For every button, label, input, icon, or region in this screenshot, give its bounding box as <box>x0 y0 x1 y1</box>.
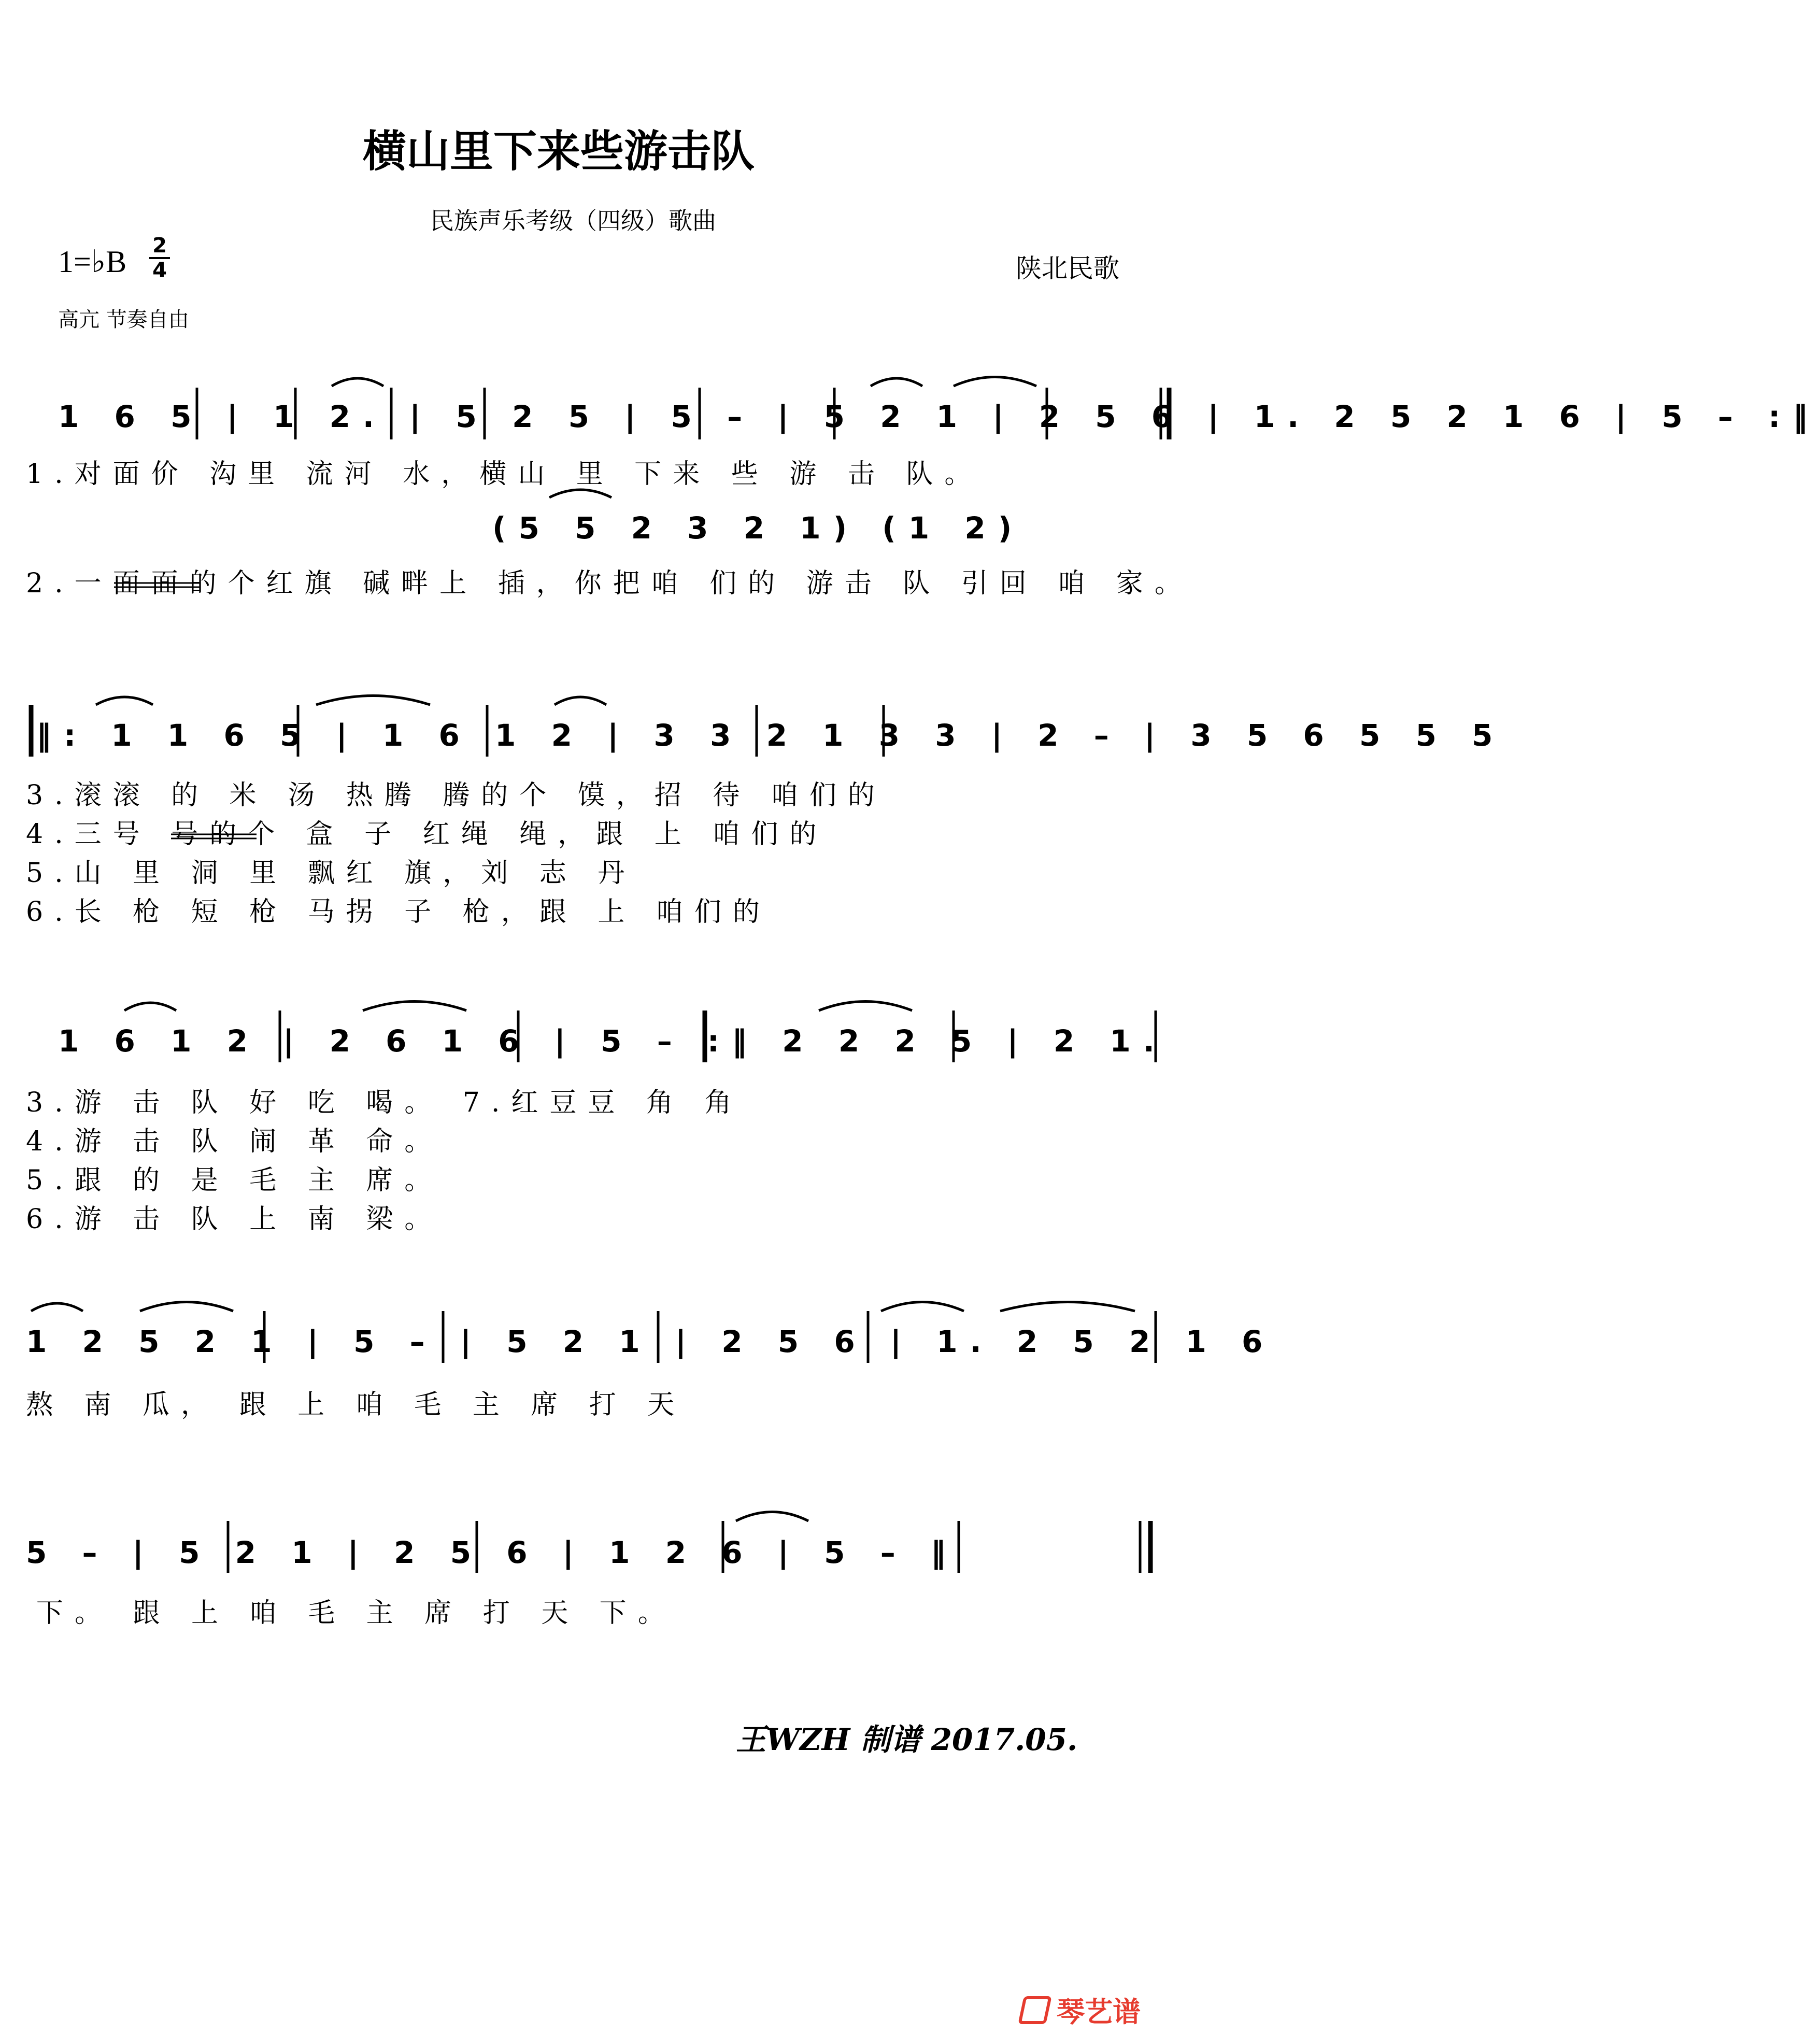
lyric-line-2: 2.一面面的个红旗 碱畔上 插，你把咱 们的 游击 队 引回 咱 家。 <box>26 568 1193 599</box>
song-subtitle: 民族声乐考级（四级）歌曲 <box>430 207 716 235</box>
lyric-line-4b: 4.游 击 队 闹 革 命。 <box>26 1126 443 1157</box>
lyric-line-3b: 4.三号 号的个 盒 子 红绳 绳，跟 上 咱们的 <box>26 819 828 850</box>
time-signature-bottom: 4 <box>149 257 170 282</box>
arranger-signature: 王WZH 制谱 2017.05. <box>736 1722 1078 1757</box>
notation-line-3: ‖: 1 1 6 5 | 1 6 1 2 | 3 3 2 1 3 3 | 2 – | 3 5 6 5 5 5 <box>36 718 1505 753</box>
lyric-line-3a: 3.滚滚 的 米 汤 热腾 腾的个 馍，招 待 咱们的 <box>26 780 886 811</box>
notation-line-2: (5 5 2 3 2 1) (1 2) <box>492 510 1025 546</box>
notation-line-6: 5 – | 5 2 1 | 2 5 6 | 1 2 6 | 5 – ‖ <box>26 1535 958 1570</box>
time-signature-top: 2 <box>152 234 167 258</box>
lyric-line-4d: 6.游 击 队 上 南 梁。 <box>26 1204 443 1235</box>
song-origin: 陕北民歌 <box>1016 253 1119 283</box>
tempo-marking: 高亢 节奏自由 <box>58 308 189 332</box>
lyric-line-6: 下。 跟 上 咱 毛 主 席 打 天 下。 <box>36 1598 676 1629</box>
notation-line-1: 1 6 5 | 1 2. | 5 2 5 | 5 – | 5 2 1 | 2 5 6 | 1. 2 5 2 1 6 | 5 – :‖ <box>58 399 1820 434</box>
lyric-line-5: 熬 南 瓜， 跟 上 咱 毛 主 席 打 天 <box>26 1389 686 1420</box>
notation-line-4: 1 6 1 2 | 2 6 1 6 | 5 – :‖ 2 2 2 5 | 2 1. <box>58 1023 1167 1059</box>
lyric-line-3c: 5.山 里 洞 里 飘红 旗，刘 志 丹 <box>26 858 636 889</box>
lyric-line-4c: 5.跟 的 是 毛 主 席。 <box>26 1165 443 1196</box>
lyric-line-1: 1.对面价 沟里 流河 水，横山 里 下来 些 游 击 队。 <box>26 459 983 490</box>
song-title: 横山里下来些游击队 <box>363 125 755 177</box>
lyric-line-4a: 3.游 击 队 好 吃 喝。 7.红豆豆 角 角 <box>26 1087 743 1118</box>
key-signature: 1=♭B <box>58 245 127 279</box>
notation-line-5: 1 2 5 2 1 | 5 – | 5 2 1 | 2 5 6 | 1. 2 5 2 1 6 <box>26 1324 1275 1359</box>
watermark-text: 琴艺谱 <box>1057 1996 1141 2028</box>
lyric-line-3d: 6.长 枪 短 枪 马拐 子 枪，跟 上 咱们的 <box>26 896 771 928</box>
